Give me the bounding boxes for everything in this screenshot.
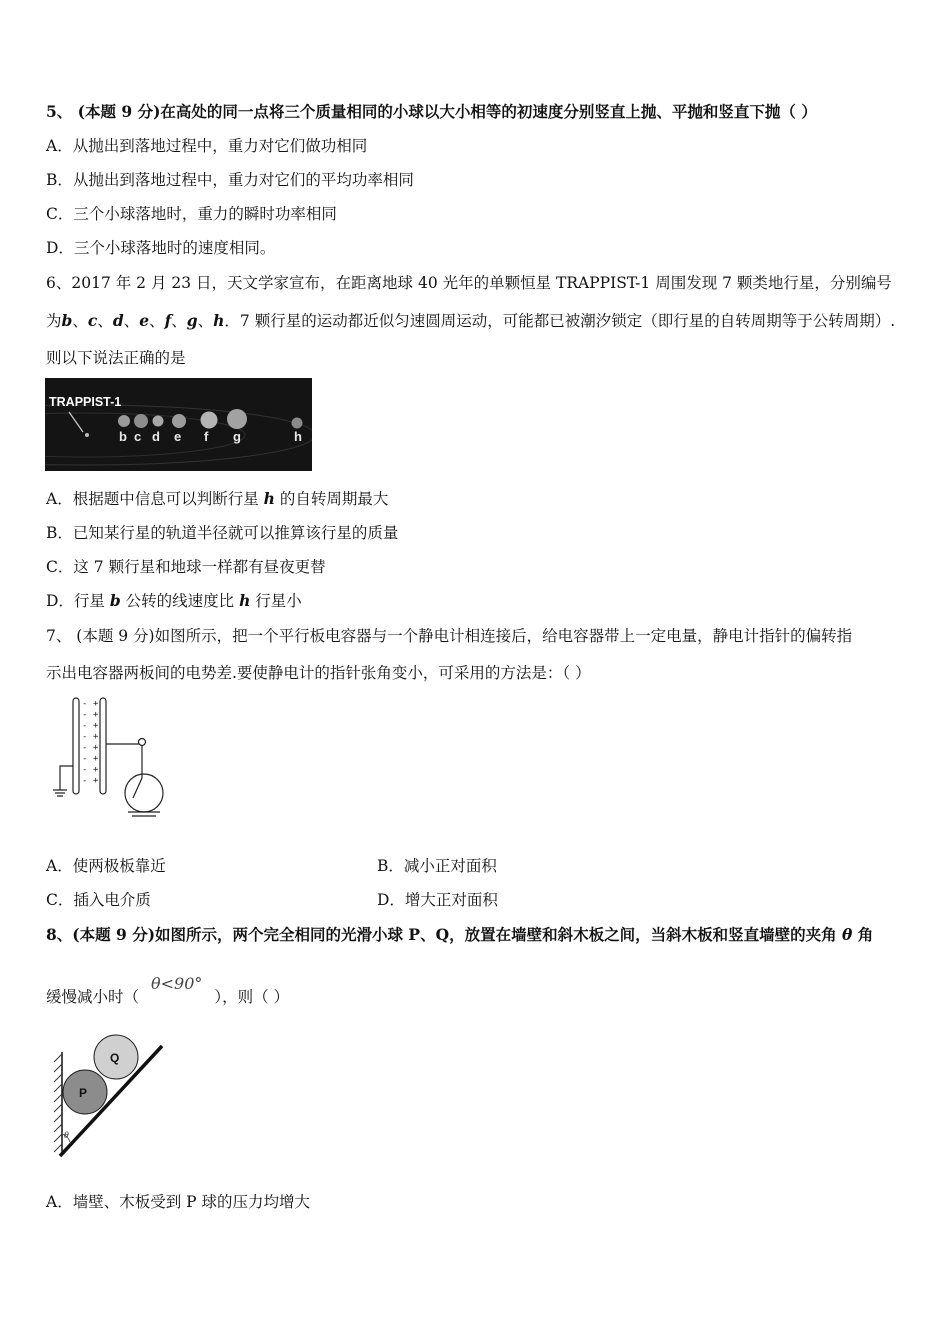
q5-option-d: D．三个小球落地时的速度相同。 bbox=[46, 239, 276, 257]
trappist-figure bbox=[45, 378, 312, 471]
q5-option-a: A．从抛出到落地过程中，重力对它们做功相同 bbox=[46, 137, 368, 155]
ball-q-label: Q bbox=[110, 1051, 120, 1065]
q6-stem-line1: 6、2017 年 2 月 23 日，天文学家宣布，在距离地球 40 光年的单颗恒星 TRAPPIST-1 周围发现 7 颗类地行星，分别编号 bbox=[46, 274, 892, 292]
theta-condition: θ<90° bbox=[151, 974, 203, 993]
q7-option-c: C．插入电介质 bbox=[46, 891, 151, 909]
svg-text:-: - bbox=[82, 699, 88, 709]
ball-p-label: P bbox=[79, 1086, 88, 1100]
svg-text:-: - bbox=[82, 754, 88, 764]
q6-option-b: B．已知某行星的轨道半径就可以推算该行星的质量 bbox=[46, 524, 399, 542]
planet-label-c: c bbox=[134, 429, 142, 444]
planet-label-b: b bbox=[119, 429, 127, 444]
svg-text:+: + bbox=[93, 710, 99, 720]
planet-g bbox=[227, 409, 247, 429]
q8-stem-line2: 缓慢减小时（θ<90°），则（ ） bbox=[46, 974, 290, 1006]
planet-b bbox=[118, 415, 130, 427]
planet-d bbox=[153, 416, 164, 427]
q6-option-d: D．行星 b 公转的线速度比 h 行星小 bbox=[46, 591, 302, 610]
planet-label-h: h bbox=[294, 429, 302, 444]
planet-f bbox=[201, 412, 218, 429]
planet-e bbox=[172, 414, 186, 428]
svg-text:+: + bbox=[93, 732, 99, 742]
planet-label-f: f bbox=[204, 429, 209, 444]
q5-stem: 5、 (本题 9 分)在高处的同一点将三个质量相同的小球以大小相等的初速度分别竖直上抛、平抛和竖直下抛（ ） bbox=[46, 102, 817, 121]
q7-stem-line2: 示出电容器两板间的电势差.要使静电计的指针张角变小，可采用的方法是：（ ） bbox=[46, 664, 591, 682]
q6-option-a: A．根据题中信息可以判断行星 h 的自转周期最大 bbox=[46, 489, 389, 508]
svg-text:-: - bbox=[82, 721, 88, 731]
capacitor-electrometer-figure bbox=[48, 692, 173, 822]
q6-stem-line3: 则以下说法正确的是 bbox=[46, 349, 186, 367]
q5-option-b: B．从抛出到落地过程中，重力对它们的平均功率相同 bbox=[46, 171, 414, 189]
svg-text:+: + bbox=[93, 721, 99, 731]
planet-label-g: g bbox=[233, 429, 241, 444]
svg-text:-: - bbox=[82, 743, 88, 753]
planet-h bbox=[292, 418, 303, 429]
q6-option-c: C．这 7 颗行星和地球一样都有昼夜更替 bbox=[46, 558, 326, 576]
q8-option-a: A．墙壁、木板受到 P 球的压力均增大 bbox=[46, 1193, 310, 1211]
angle-theta-label: θ bbox=[64, 1131, 69, 1140]
planet-label-e: e bbox=[174, 429, 182, 444]
star-dot bbox=[85, 433, 89, 437]
q8-stem-line1: 8、(本题 9 分)如图所示，两个完全相同的光滑小球 P、Q，放置在墙壁和斜木板之间，当斜木板和竖直墙壁的夹角 θ 角 bbox=[46, 925, 874, 944]
q5-option-c: C．三个小球落地时，重力的瞬时功率相同 bbox=[46, 205, 337, 223]
q7-option-d: D．增大正对面积 bbox=[377, 891, 498, 909]
svg-text:-: - bbox=[82, 765, 88, 775]
svg-text:-: - bbox=[82, 710, 88, 720]
q7-stem-line1: 7、 (本题 9 分)如图所示，把一个平行板电容器与一个静电计相连接后，给电容器带上一定电量，静电计指针的偏转指 bbox=[46, 627, 853, 645]
svg-text:-: - bbox=[82, 776, 88, 786]
svg-text:+: + bbox=[93, 743, 99, 753]
svg-text:+: + bbox=[93, 765, 99, 775]
q7-option-a: A．使两极板靠近 bbox=[46, 857, 166, 875]
svg-text:-: - bbox=[82, 732, 88, 742]
balls-incline-figure bbox=[50, 1030, 170, 1160]
q7-option-b: B．减小正对面积 bbox=[377, 857, 497, 875]
svg-text:+: + bbox=[93, 699, 99, 709]
planet-c bbox=[134, 414, 148, 428]
capacitor-charge-signs bbox=[82, 699, 99, 786]
q6-stem-line2: 为b、c、d、e、f、g、h．7 颗行星的运动都近似匀速圆周运动，可能都已被潮汐锁定（即行星的自转周期等于公转周期）. bbox=[46, 311, 896, 330]
star-label: TRAPPIST-1 bbox=[49, 395, 122, 409]
svg-text:+: + bbox=[93, 776, 99, 786]
planet-label-d: d bbox=[152, 429, 160, 444]
svg-text:+: + bbox=[93, 754, 99, 764]
